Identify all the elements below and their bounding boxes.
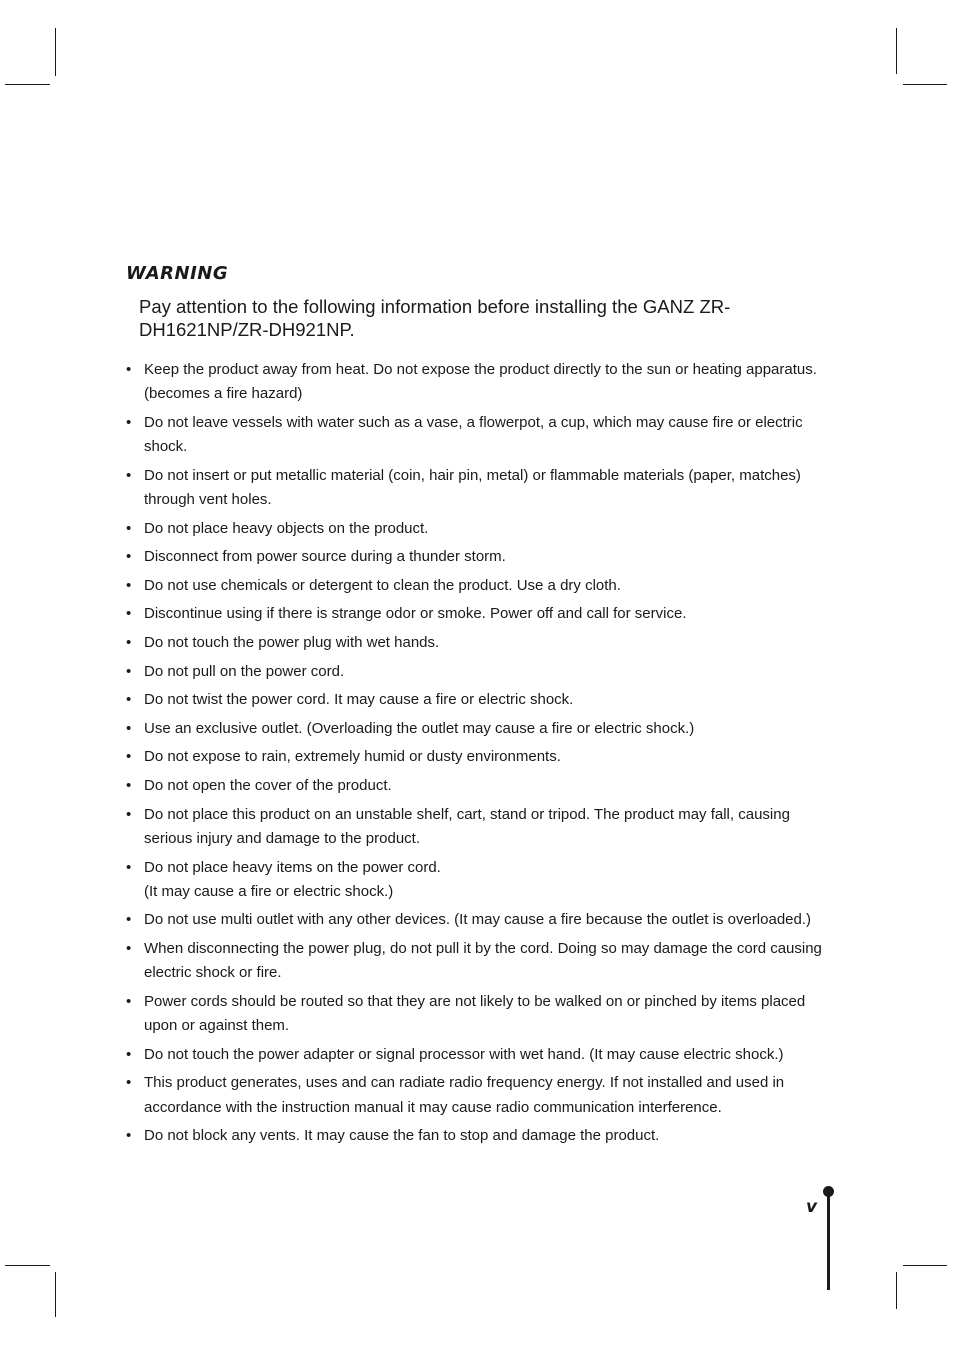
list-item: [126, 856, 826, 905]
list-item: [126, 358, 826, 407]
list-item: [126, 717, 826, 741]
intro-paragraph: Pay attention to the following information before installing the GANZ ZR-DH1621NP/ZR-DH921NP.: [139, 296, 731, 340]
bullet-marker: •: [126, 1074, 132, 1092]
list-item-text: Discontinue using if there is strange odor or smoke. Power off and call for service.: [144, 605, 687, 623]
list-item-text: Do not place heavy items on the power cord.: [144, 858, 441, 876]
bullet-marker: •: [126, 413, 132, 431]
crop-mark-top-left-vertical: [55, 28, 56, 76]
list-item-text: Do not expose to rain, extremely humid or dusty environments.: [144, 748, 561, 766]
list-item-text: Do not touch the power plug with wet hands.: [144, 634, 440, 652]
crop-mark-top-right-vertical: [896, 28, 897, 74]
bullet-marker: •: [126, 576, 132, 594]
list-item: [126, 660, 826, 684]
bullet-marker: •: [126, 662, 132, 680]
bullet-marker: •: [126, 858, 132, 876]
list-item-text: Power cords should be routed so that they are not likely to be walked on or pinched by items placed upon or against them.: [144, 992, 806, 1035]
list-item: [126, 774, 826, 798]
bullet-marker: •: [126, 748, 132, 766]
crop-mark-top-left-horizontal: [5, 84, 50, 85]
list-item-text: Do not place this product on an unstable shelf, cart, stand or tripod. The product may fall, causing serious injury and damage to the product.: [144, 805, 790, 847]
list-item: [126, 602, 826, 626]
list-item-text: Do not block any vents. It may cause the fan to stop and damage the product.: [144, 1127, 660, 1145]
list-item: [126, 411, 826, 460]
crop-mark-top-right-horizontal: [903, 84, 947, 85]
page-marker-bar: [827, 1192, 830, 1290]
list-item: [126, 464, 826, 513]
bullet-marker: •: [126, 1127, 132, 1145]
warning-heading: WARNING: [126, 263, 229, 284]
list-item: [126, 803, 826, 852]
list-item: [126, 908, 826, 932]
list-item: [126, 1043, 826, 1067]
list-item: [126, 990, 826, 1039]
bullet-marker: •: [126, 634, 132, 652]
list-item: [126, 745, 826, 769]
list-item-text: Do not touch the power adapter or signal processor with wet hand. (It may cause electric shock.): [144, 1045, 784, 1063]
bullet-marker: •: [126, 466, 132, 484]
list-item-text: Keep the product away from heat. Do not expose the product directly to the sun or heating apparatus. (becomes a fire hazard): [144, 361, 817, 403]
page-number: v: [806, 1197, 818, 1217]
bullet-marker: •: [126, 719, 132, 737]
list-item-text: Use an exclusive outlet. (Overloading the outlet may cause a fire or electric shock.): [144, 719, 695, 737]
crop-mark-bottom-left-vertical: [55, 1272, 56, 1317]
list-item-text: Do not pull on the power cord.: [144, 662, 345, 680]
bullet-marker: •: [126, 691, 132, 709]
bullet-marker: •: [126, 805, 132, 823]
list-item-text: Do not use chemicals or detergent to clean the product. Use a dry cloth.: [144, 576, 621, 594]
bullet-marker: •: [126, 519, 132, 537]
bullet-marker: •: [126, 361, 132, 378]
list-item-text: When disconnecting the power plug, do not pull it by the cord. Doing so may damage the cord causing electric shock or fire.: [144, 939, 822, 982]
list-item: [126, 517, 826, 541]
bullet-marker: •: [126, 548, 132, 566]
warning-list: [126, 358, 826, 1153]
bullet-marker: •: [126, 939, 132, 957]
bullet-marker: •: [126, 605, 132, 623]
crop-mark-bottom-right-horizontal: [903, 1265, 947, 1266]
list-item-text: This product generates, uses and can radiate radio frequency energy. If not installed and used in accordance with the instruction manual it may cause radio communication interference.: [144, 1074, 785, 1116]
list-item: [126, 937, 826, 986]
bullet-marker: •: [126, 777, 132, 795]
list-item-text: Do not open the cover of the product.: [144, 777, 392, 795]
list-item-text-line2: (It may cause a fire or electric shock.): [144, 882, 394, 900]
list-item: [126, 1071, 826, 1120]
list-item-text: Disconnect from power source during a thunder storm.: [144, 548, 506, 566]
list-item: [126, 545, 826, 569]
bullet-marker: •: [126, 911, 132, 929]
list-item-text: Do not twist the power cord. It may cause a fire or electric shock.: [144, 691, 574, 709]
list-item: [126, 574, 826, 598]
bullet-marker: •: [126, 992, 132, 1010]
list-item-text: Do not place heavy objects on the product.: [144, 519, 429, 537]
list-item-text: Do not insert or put metallic material (coin, hair pin, metal) or flammable materials (paper, matches) through vent holes.: [144, 466, 801, 509]
list-item-text: Do not use multi outlet with any other devices. (It may cause a fire because the outlet is overloaded.): [144, 911, 812, 929]
list-item: [126, 631, 826, 655]
list-item: [126, 1124, 826, 1148]
crop-mark-bottom-right-vertical: [896, 1272, 897, 1309]
bullet-marker: •: [126, 1045, 132, 1063]
list-item-text: Do not leave vessels with water such as a vase, a flowerpot, a cup, which may cause fire or electric shock.: [144, 413, 803, 456]
crop-mark-bottom-left-horizontal: [5, 1265, 50, 1266]
list-item: [126, 688, 826, 712]
